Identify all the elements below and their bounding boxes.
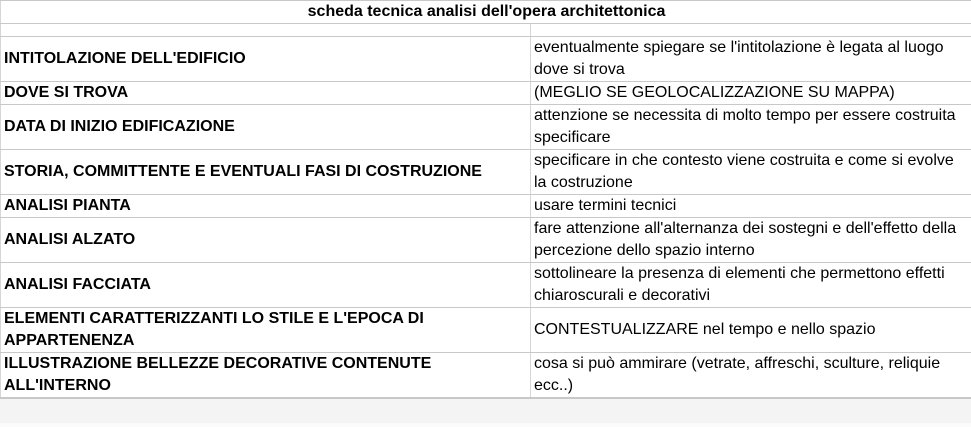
table-row [1, 82, 971, 105]
table-row [1, 150, 971, 195]
table-row [1, 263, 971, 308]
row-label[interactable]: ANALISI PIANTA [1, 195, 531, 218]
row-label[interactable]: ANALISI ALZATO [1, 218, 531, 263]
table-row [1, 37, 971, 82]
empty-area [0, 398, 971, 423]
table-row [1, 308, 971, 353]
row-note[interactable]: cosa si può ammirare (vetrate, affreschi, sculture, reliquie ecc..) [531, 353, 971, 398]
empty-cell[interactable] [531, 24, 971, 37]
row-note[interactable]: fare attenzione all'alternanza dei sostegni e dell'effetto della percezione dello spazio interno [531, 218, 971, 263]
row-label[interactable]: INTITOLAZIONE DELL'EDIFICIO [1, 37, 531, 82]
table-row [1, 218, 971, 263]
row-label[interactable]: ELEMENTI CARATTERIZZANTI LO STILE E L'EPOCA DI APPARTENENZA [1, 308, 531, 353]
row-note[interactable]: usare termini tecnici [531, 195, 971, 218]
title-row [1, 1, 971, 24]
row-label[interactable]: DOVE SI TROVA [1, 82, 531, 105]
sheet-title[interactable]: scheda tecnica analisi dell'opera architettonica [1, 1, 971, 24]
row-label[interactable]: STORIA, COMMITTENTE E EVENTUALI FASI DI COSTRUZIONE [1, 150, 531, 195]
blank-row [1, 24, 971, 37]
row-note[interactable]: sottolineare la presenza di elementi che permettono effetti chiaroscurali e decorativi [531, 263, 971, 308]
row-label[interactable]: ILLUSTRAZIONE BELLEZZE DECORATIVE CONTENUTE ALL'INTERNO [1, 353, 531, 398]
row-note[interactable]: attenzione se necessita di molto tempo per essere costruita specificare [531, 105, 971, 150]
table-row [1, 105, 971, 150]
table-row [1, 353, 971, 398]
row-note[interactable]: eventualmente spiegare se l'intitolazione è legata al luogo dove si trova [531, 37, 971, 82]
empty-cell[interactable] [1, 24, 531, 37]
row-label[interactable]: ANALISI FACCIATA [1, 263, 531, 308]
row-note[interactable]: specificare in che contesto viene costruita e come si evolve la costruzione [531, 150, 971, 195]
row-note[interactable]: (MEGLIO SE GEOLOCALIZZAZIONE SU MAPPA) [531, 82, 971, 105]
row-label[interactable]: DATA DI INIZIO EDIFICAZIONE [1, 105, 531, 150]
table-row [1, 195, 971, 218]
row-note[interactable]: CONTESTUALIZZARE nel tempo e nello spazio [531, 308, 971, 353]
